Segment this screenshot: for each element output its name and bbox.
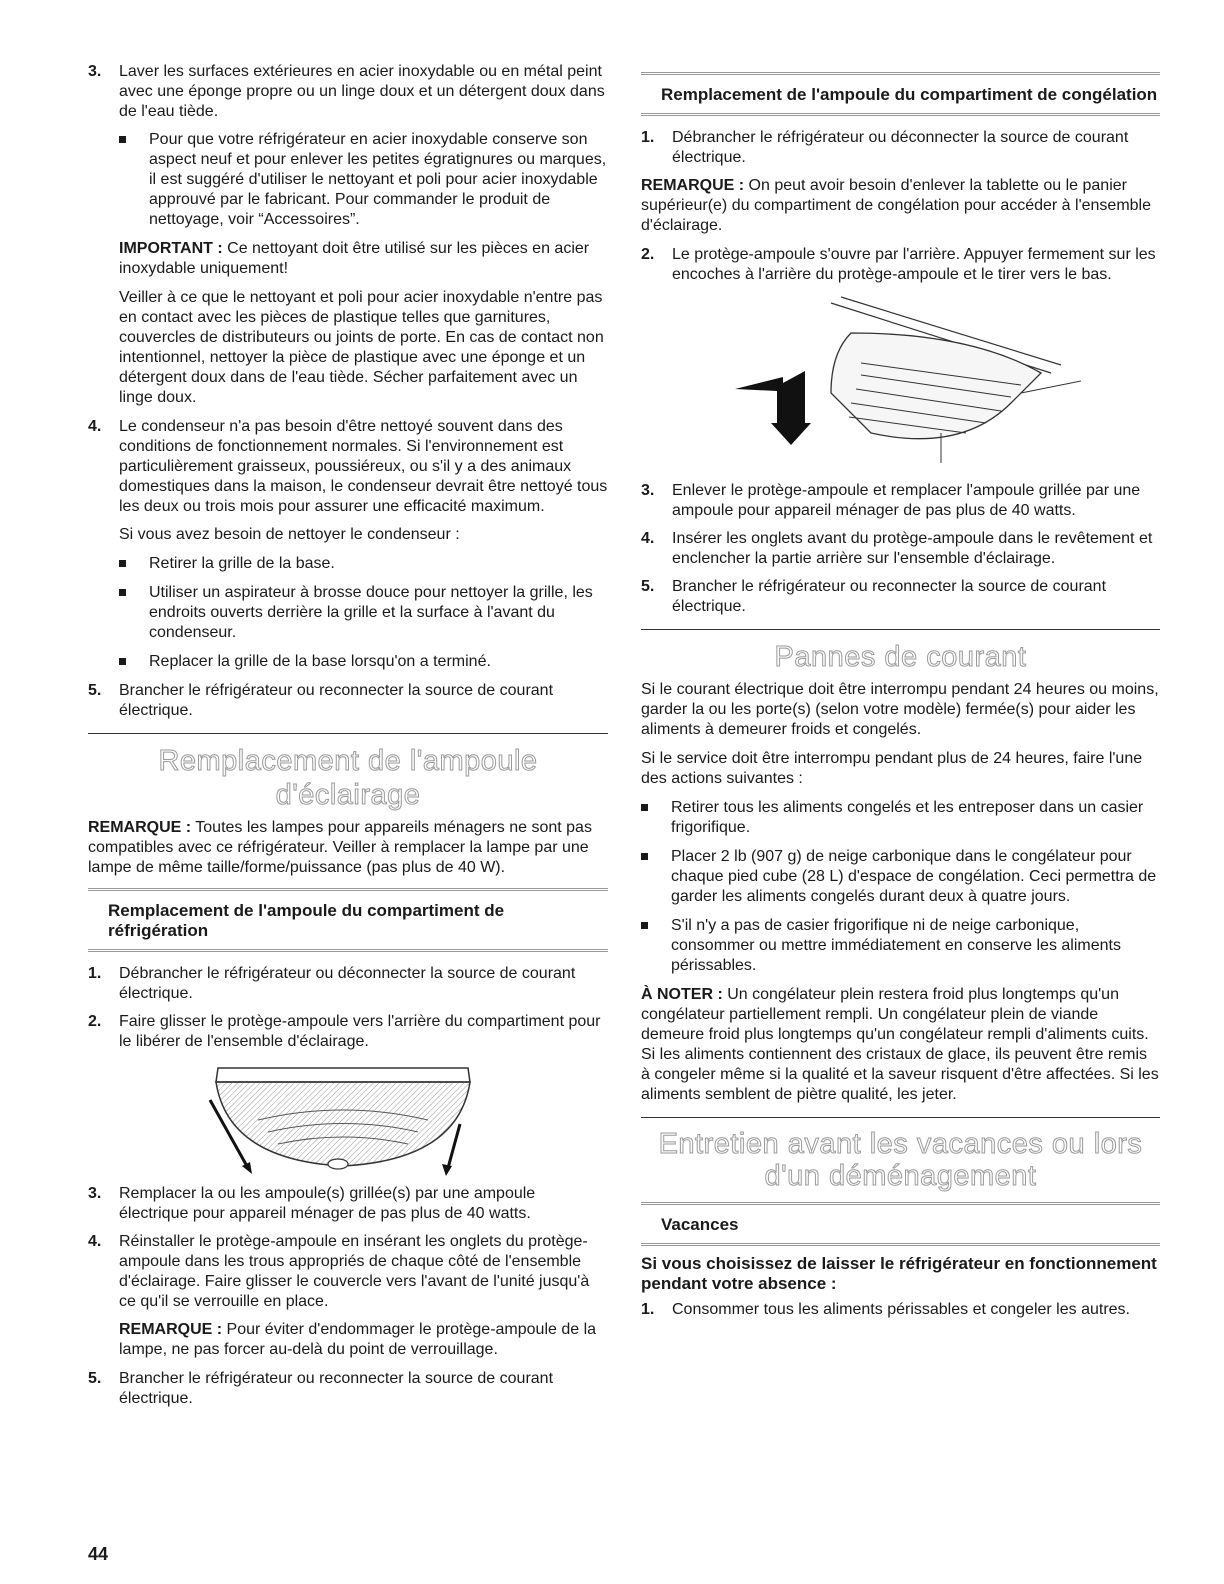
refrig-step-2: 2. Faire glisser le protège-ampoule vers l'arrière du compartiment pour le libérer de l'ensemble d'éclairage. — [88, 1013, 601, 1050]
freezer-step-3: 3. Enlever le protège-ampoule et remplacer l'ampoule grillée par une ampoule pour appareil ménager de pas plus de 40 watts. — [641, 482, 1141, 519]
bullet-square-icon — [119, 560, 126, 567]
right-column — [641, 72, 1160, 1328]
power-paragraph-2: Si le service doit être interrompu pendant plus de 24 heures, faire l'une des actions suivantes : — [641, 750, 1143, 787]
freezer-note: À NOTER : Un congélateur plein restera froid plus longtemps qu'un congélateur partiellement rempli. Un congélateur plein de viande demeure froid plus longtemps qu'un congélateur rempli d'aliments cuits. Si les aliments contiennent des cristaux de glace, ils peuvent être remis à congeler même si la qualité et la saveur risquent d'être affectées. Si les aliments semblent de piètre qualité, les jeter. — [641, 986, 1159, 1103]
bullet-square-icon — [641, 853, 648, 860]
refrig-step-5: 5. Brancher le réfrigérateur ou reconnecter la source de courant électrique. — [88, 1370, 554, 1407]
cleaning-step-4: 4. Le condenseur n'a pas besoin d'être nettoyé souvent dans des conditions de fonctionnement normales. Si l'environnement est particulièrement graisseux, poussiéreux, ou s'il y a des animaux domestiques dans la maison, le condenseur devrait être nettoyé tous les deux ou trois mois pour assurer une efficacité maximum. — [88, 418, 608, 515]
section-title-light-replacement: Remplacement de l'ampoule d'éclairage — [158, 745, 538, 811]
section-title-power-outage: Pannes de courant — [774, 641, 1027, 673]
condenser-bullet: Utiliser un aspirateur à brosse douce pour nettoyer la grille, les endroits ouverts derrière la grille et la surface à l'avant du condenseur. — [119, 583, 608, 643]
stainless-bullet: Pour que votre réfrigérateur en acier inoxydable conserve son aspect neuf et pour enlever les petites égratignures ou marques, il est suggéré d'utiliser le nettoyant et poli pour acier inoxydable approuvé par le fabricant. Pour commander le produit de nettoyage, voir “Accessoires”. — [119, 130, 608, 230]
refrig-step-1: 1. Débrancher le réfrigérateur ou déconnecter la source de courant électrique. — [88, 965, 576, 1002]
power-bullet: Placer 2 lb (907 g) de neige carbonique dans le congélateur pour chaque pied cube (28 L) d'espace de congélation. Ceci permettra de garder les aliments congelés durant deux à quatre jours. — [641, 847, 1160, 907]
subheading-refrigeration-bulb: Remplacement de l'ampoule du compartiment de réfrigération — [88, 888, 608, 952]
bullet-square-icon — [119, 658, 126, 665]
power-bullet: Retirer tous les aliments congelés et les entreposer dans un casier frigorifique. — [641, 798, 1160, 838]
condenser-bullet: Replacer la grille de la base lorsqu'on a terminé. — [119, 652, 608, 672]
freezer-step-5: 5. Brancher le réfrigérateur ou reconnecter la source de courant électrique. — [641, 578, 1107, 615]
section-divider — [641, 629, 1160, 630]
bullet-square-icon — [119, 136, 126, 143]
condenser-bullet: Retirer la grille de la base. — [119, 554, 608, 574]
section-title-vacation: Entretien avant les vacances ou lors d'un déménagement — [658, 1128, 1143, 1192]
freezer-remarque: REMARQUE : On peut avoir besoin d'enlever la tablette ou le panier supérieur(e) du compartiment de congélation pour accéder à l'ensemble d'éclairage. — [641, 177, 1152, 234]
section-divider — [88, 733, 608, 734]
step4-remarque: REMARQUE : Pour éviter d'endommager le protège-ampoule de la lampe, ne pas forcer au-delà du point de verrouillage. — [119, 1321, 597, 1358]
freezer-step-1: 1. Débrancher le réfrigérateur ou déconnecter la source de courant électrique. — [641, 129, 1129, 166]
refrigerator-light-shield-illustration — [198, 1060, 608, 1178]
bullet-square-icon — [641, 804, 648, 811]
power-paragraph-1: Si le courant électrique doit être interrompu pendant 24 heures ou moins, garder la ou les porte(s) (selon votre modèle) fermée(s) pour aider les aliments à demeurer froids et congelés. — [641, 681, 1159, 738]
refrig-step-3: 3. Remplacer la ou les ampoule(s) grillée(s) par une ampoule électrique pour appareil ménager de pas plus de 40 watts. — [88, 1185, 536, 1222]
vacation-subtitle: Si vous choisissez de laisser le réfrigérateur en fonctionnement pendant votre absence : — [641, 1254, 1157, 1293]
important-note: IMPORTANT : Ce nettoyant doit être utilisé sur les pièces en acier inoxydable uniquement! — [119, 240, 590, 277]
subheading-vacances: Vacances — [641, 1202, 1160, 1246]
freezer-step-2: 2. Le protège-ampoule s'ouvre par l'arrière. Appuyer fermement sur les encoches à l'arrière du protège-ampoule et le tirer vers le bas. — [641, 246, 1156, 283]
vacation-step-1: 1. Consommer tous les aliments périssables et congeler les autres. — [641, 1301, 1130, 1318]
left-column — [88, 62, 608, 1417]
freezer-step-4: 4. Insérer les onglets avant du protège-ampoule dans le revêtement et enclencher la partie arrière sur l'ensemble d'éclairage. — [641, 530, 1153, 567]
subheading-freezer-bulb: Remplacement de l'ampoule du compartiment de congélation — [641, 72, 1160, 116]
plastic-warning: Veiller à ce que le nettoyant et poli pour acier inoxydable n'entre pas en contact avec les pièces de plastique telles que garnitures, couvercles de distributeurs ou joints de porte. En cas de contact non intentionnel, nettoyer la pièce de plastique avec une éponge et un détergent doux dans de l'eau tiède. Sécher parfaitement avec un linge doux. — [119, 289, 604, 406]
bullet-square-icon — [119, 589, 126, 596]
refrig-step-4: 4. Réinstaller le protège-ampoule en insérant les onglets du protège-ampoule dans les trous appropriés de chaque côté de l'ensemble d'éclairage. Faire glisser le couvercle vers l'avant de l'unité jusqu'à ce qu'il se verrouille en place. — [88, 1233, 590, 1310]
condenser-intro: Si vous avez besoin de nettoyer le condenseur : — [119, 526, 460, 543]
cleaning-step-5: 5. Brancher le réfrigérateur ou reconnecter la source de courant électrique. — [88, 682, 554, 719]
section-divider — [641, 1117, 1160, 1118]
bullet-square-icon — [641, 922, 648, 929]
page-number: 44 — [88, 1544, 109, 1564]
power-bullet: S'il n'y a pas de casier frigorifique ni de neige carbonique, consommer ou mettre immédiatement en conserve les aliments périssables. — [641, 916, 1160, 976]
bulb-remarque: REMARQUE : Toutes les lampes pour appareils ménagers ne sont pas compatibles avec ce réfrigérateur. Veiller à remplacer la lampe par une lampe de même taille/forme/puissance (pas plus de 40 W). — [88, 819, 592, 876]
freezer-light-shield-illustration — [721, 293, 1160, 473]
cleaning-step-3: 3. Laver les surfaces extérieures en acier inoxydable ou en métal peint avec une éponge propre ou un linge doux et un détergent doux dans de l'eau tiède. — [88, 63, 605, 120]
